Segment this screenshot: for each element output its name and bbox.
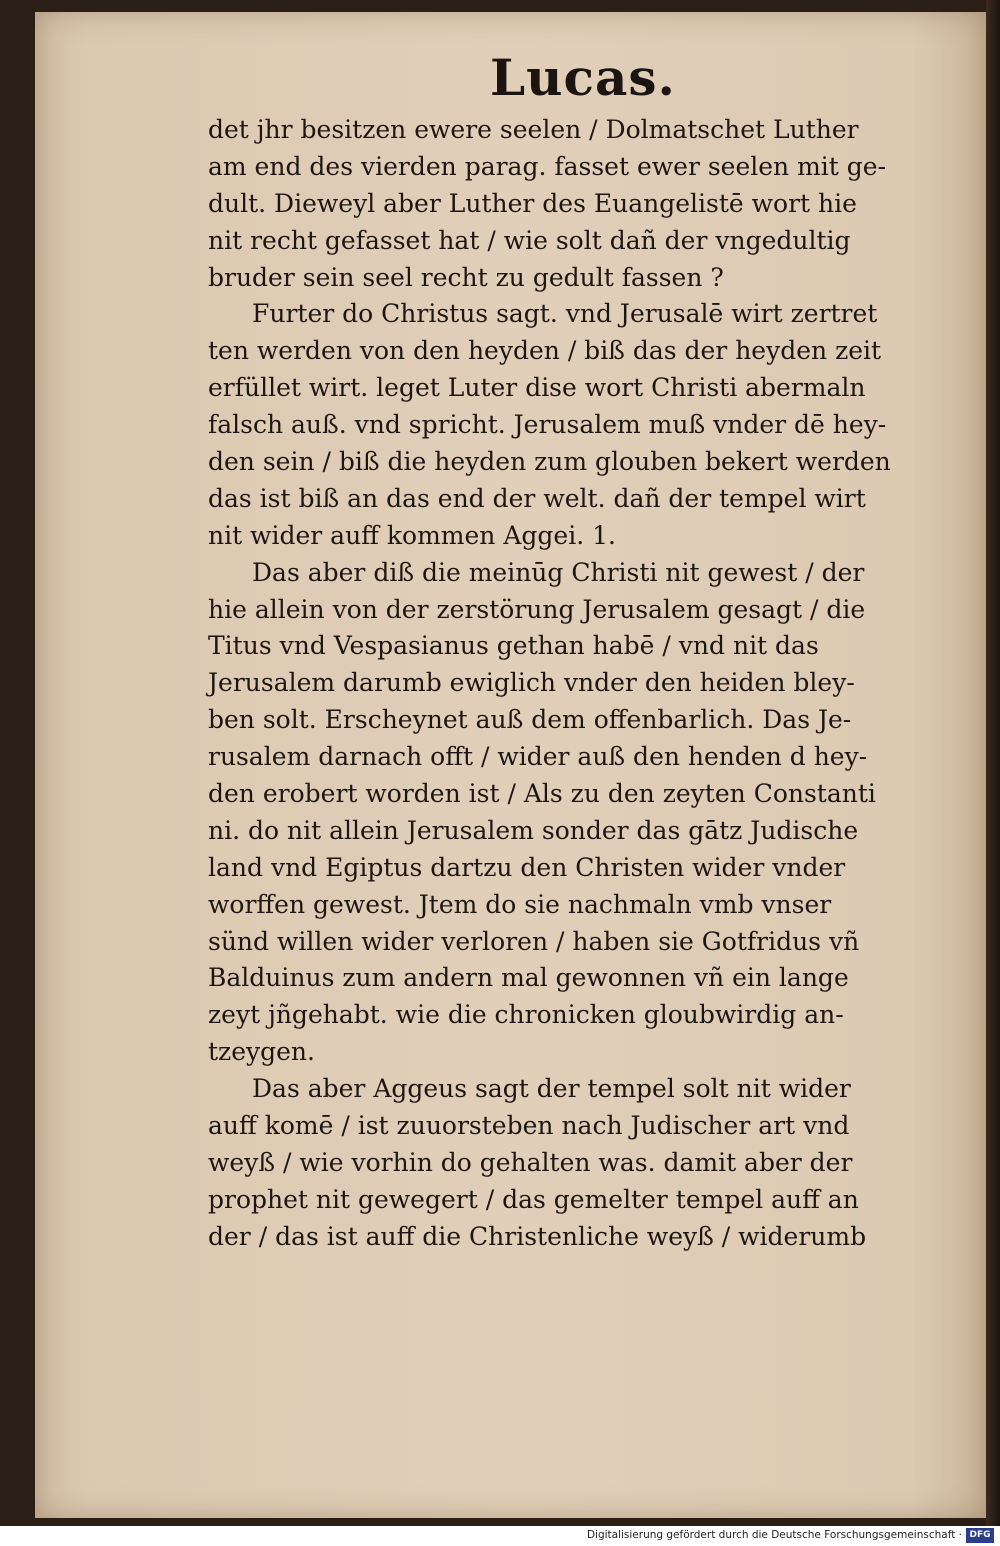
text-line: rusalem darnach offt / wider auß den henden d hey-	[208, 742, 868, 772]
text-line: das ist biß an das end der welt. dañ der tempel wirt	[208, 483, 866, 513]
text-line: den sein / biß die heyden zum glouben bekert werden	[208, 447, 891, 477]
text-line: zeyt jñgehabt. wie die chronicken gloubwirdig an-	[208, 1000, 844, 1030]
text-line: der / das ist auff die Christenliche weyß / widerumb	[208, 1221, 867, 1251]
text-line: land vnd Egiptus dartzu den Christen wider vnder	[208, 852, 846, 882]
text-line: erfüllet wirt. leget Luter dise wort Christi abermaln	[208, 373, 866, 403]
text-line: nit wider auff kommen Aggei. 1.	[208, 520, 616, 550]
text-line: sünd willen wider verloren / haben sie Gotfridus vñ	[208, 926, 860, 956]
text-line: Balduinus zum andern mal gewonnen vñ ein lange	[208, 963, 849, 993]
text-line: tzeygen.	[208, 1037, 315, 1067]
text-line: Furter do Christus sagt. vnd Jerusalē wirt zertret	[252, 299, 878, 329]
text-line: hie allein von der zerstörung Jerusalem gesagt / die	[208, 594, 866, 624]
body-text	[208, 112, 948, 1256]
text-line: worffen gewest. Jtem do sie nachmaln vmb vnser	[208, 889, 832, 919]
text-line: Das aber Aggeus sagt der tempel solt nit wider	[252, 1074, 851, 1104]
text-line: nit recht gefasset hat / wie solt dañ der vngedultig	[208, 225, 851, 255]
footer-bar	[0, 1526, 1000, 1546]
text-line: ben solt. Erscheynet auß dem offenbarlich. Das Je-	[208, 705, 852, 735]
text-line: ten werden von den heyden / biß das der heyden zeit	[208, 336, 882, 366]
text-line: bruder sein seel recht zu gedult fassen ?	[208, 262, 724, 292]
book-edge	[986, 0, 1000, 1526]
text-line: dult. Dieweyl aber Luther des Euangelistē wort hie	[208, 188, 857, 218]
text-line: det jhr besitzen ewere seelen / Dolmatschet Luther	[208, 115, 859, 144]
text-line: Das aber diß die meinūg Christi nit gewest / der	[252, 557, 865, 587]
text-line: Titus vnd Vespasianus gethan habē / vnd nit das	[208, 631, 819, 661]
funding-credit: Digitalisierung gefördert durch die Deutsche Forschungsgemeinschaft ·	[586, 1529, 962, 1541]
text-line: falsch auß. vnd spricht. Jerusalem muß vnder dē hey-	[208, 410, 887, 440]
text-line: am end des vierden parag. fasset ewer seelen mit ge-	[208, 151, 887, 181]
text-line: prophet nit gewegert / das gemelter tempel auff an	[208, 1184, 859, 1214]
dfg-logo: DFG	[966, 1528, 994, 1543]
text-line: Jerusalem darumb ewiglich vnder den heiden bley-	[208, 668, 855, 698]
running-head: Lucas.	[490, 48, 676, 107]
text-line: weyß / wie vorhin do gehalten was. damit aber der	[208, 1147, 853, 1177]
text-line: auff komē / ist zuuorsteben nach Judischer art vnd	[208, 1111, 850, 1141]
text-line: den erobert worden ist / Als zu den zeyten Constanti	[208, 779, 876, 809]
text-line: ni. do nit allein Jerusalem sonder das gātz Judische	[208, 815, 859, 845]
